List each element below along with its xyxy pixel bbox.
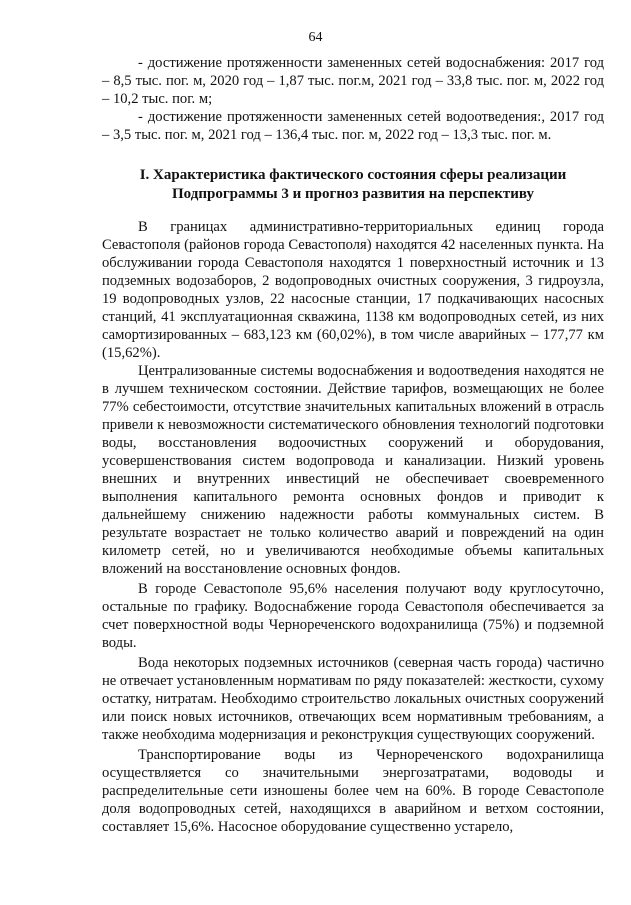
section-heading: I. Характеристика фактического состояния сферы реализации Подпрограммы 3 и прогноз развития на перспективу [139,167,567,202]
page-content [102,54,604,836]
page-number: 64 [308,30,323,45]
intro-item-water-disposal: - достижение протяженности замененных сетей водоотведения:, 2017 год – 3,5 тыс. пог. м, 2021 год – 136,4 тыс. пог. м, 2022 год – 13,3 тыс. пог. м. [102,109,604,143]
intro-item-water-supply: - достижение протяженности замененных сетей водоснабжения: 2017 год – 8,5 тыс. пог. м, 2020 год – 1,87 тыс. пог.м, 2021 год – 33,8 тыс. пог. м, 2022 год – 10,2 тыс. пог. м; [102,55,604,107]
paragraph-water-supply-coverage: В городе Севастополе 95,6% населения получают воду круглосуточно, остальные по графику. Водоснабжение города Севастополя обеспечивается за счет поверхностной воды Чернореченского водохранилища (75%) и подземной воды. [102,581,604,651]
paragraph-infrastructure: В границах административно-территориальных единиц города Севастополя (районов города Севастополя) находятся 42 населенных пункта. На обслуживании города Севастополя находятся 1 поверхностный источник и 13 подземных водозаборов, 2 водопроводных очистных сооружения, 3 гидроузла, 19 водопроводных узлов, 22 насосные станции, 17 подкачивающих насосных станций, 41 эксплуатационная скважина, 1138 км водопроводных сетей, из них самортизированных – 683,123 км (60,02%), в том числе аварийных – 177,77 км (15,62%). [102,219,604,361]
paragraph-technical-state: Централизованные системы водоснабжения и водоотведения находятся не в лучшем техническом состоянии. Действие тарифов, возмещающих не более 77% себестоимости, отсутствие значительных капитальных вложений в отрасль привели к невозможности систематического обновления технологий подготовки воды, восстановления водоочистных сооружений и оборудования, усовершенствования систем водопровода и канализации. Низкий уровень внешних и внутренних инвестиций не обеспечивает своевременного выполнения капитального ремонта основных фондов и приводит к дальнейшему снижению надежности работы коммунальных систем. В результате возрастает не только количество аварий и повреждений на один километр сетей, но и увеличиваются необходимые объемы капитальных вложений на восстановление основных фондов. [102,363,604,577]
paragraph-groundwater-quality: Вода некоторых подземных источников (северная часть города) частично не отвечает установленным нормативам по ряду показателей: жесткости, сухому остатку, нитратам. Необходимо строительство локальных очистных сооружений или поиск новых источников, отвечающих всем нормативным требованиям, а также необходима модернизация и реконструкция существующих сооружений. [102,655,605,743]
paragraph-transportation: Транспортирование воды из Чернореченского водохранилища осуществляется со значительными энергозатратами, водоводы и распределительные сети изношены более чем на 60%. В городе Севастополе доля водопроводных сетей, находящихся в аварийном и ветхом состоянии, составляет 15,6%. Насосное оборудование существенно устарело, [102,747,604,835]
